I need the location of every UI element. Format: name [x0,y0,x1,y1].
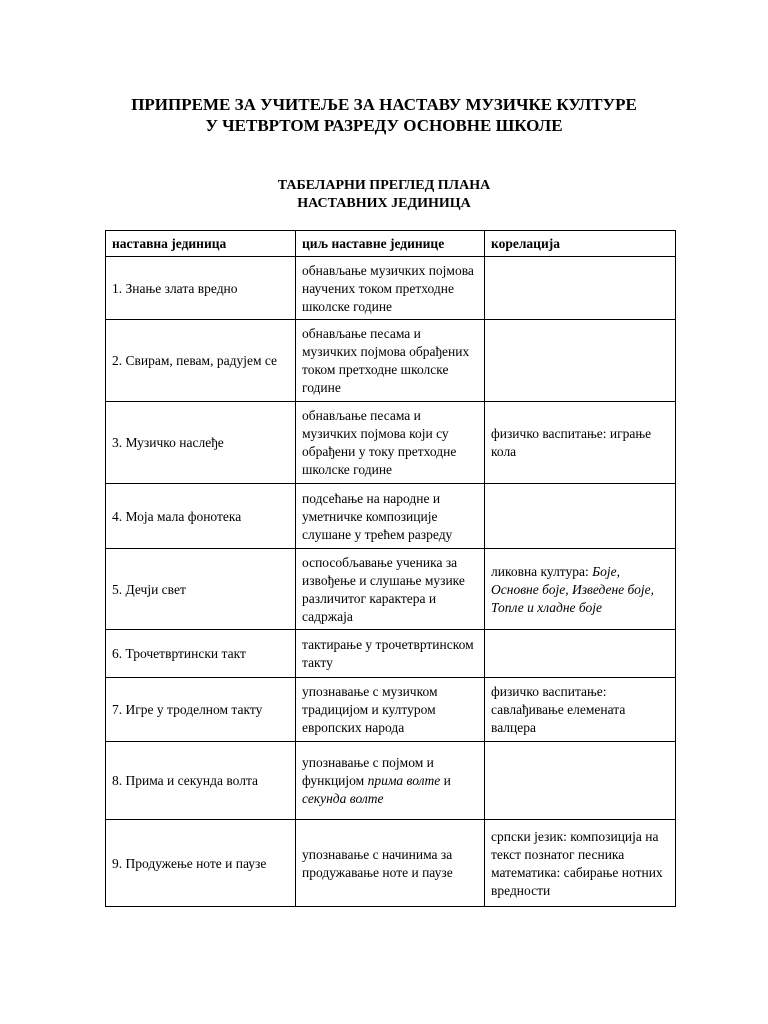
correlation-subject: ликовна култура: [491,563,593,579]
unit-cell: 4. Моја мала фонотека [106,484,296,549]
page-title-line-2: У ЧЕТВРТОМ РАЗРЕДУ ОСНОВНЕ ШКОЛЕ [205,116,563,135]
unit-cell: 2. Свирам, певам, радујем се [106,320,296,402]
header-correlation: корелација [485,231,676,257]
unit-cell: 6. Трочетвртински такт [106,630,296,678]
goal-cell: упознавање с музичком традицијом и културом европских народа [296,678,485,742]
table-row [106,484,676,549]
header-unit: наставна јединица [106,231,296,257]
goal-cell: оспособљавање ученика за извођење и слушање музике различитог карактера и садржаја [296,549,485,630]
correlation-serbian: српски језик: композиција на текст познатог песника [491,828,659,862]
table-row [106,678,676,742]
table-heading-line-2: НАСТАВНИХ ЈЕДИНИЦА [297,196,471,211]
correlation-cell: физичко васпитање: играње кола [485,402,676,484]
unit-cell: 8. Прима и секунда волта [106,742,296,820]
table-row [106,549,676,630]
goal-cell: обнављање музичких појмова научених током претходне школске године [296,257,485,320]
lesson-plan-table [105,230,676,907]
correlation-cell [485,630,676,678]
correlation-cell: физичко васпитање: савлађивање елемената валцера [485,678,676,742]
goal-text-mid: и [440,773,451,788]
correlation-topics: Боје, Основне боје, Изведене боје, Топле и хладне боје [491,563,655,615]
table-row [106,320,676,402]
table-row [106,402,676,484]
unit-cell: 1. Знање злата вредно [106,257,296,320]
goal-cell [296,742,485,820]
table-row [106,630,676,678]
correlation-cell [485,549,676,630]
table-row [106,820,676,907]
goal-cell: тактирање у трочетвртинском такту [296,630,485,678]
unit-cell: 7. Игре у троделном такту [106,678,296,742]
goal-term-prima-volta: прима волте [367,773,441,788]
correlation-cell [485,257,676,320]
correlation-cell [485,484,676,549]
goal-cell: упознавање с начинима за продужавање ноте и паузе [296,820,485,907]
unit-cell: 9. Продужење ноте и паузе [106,820,296,907]
correlation-cell [485,820,676,907]
correlation-math: математика: сабирање нотних вредности [491,864,663,898]
goal-cell: подсећање на народне и уметничке композиције слушане у трећем разреду [296,484,485,549]
correlation-cell [485,320,676,402]
correlation-cell [485,742,676,820]
page-title-line-1: ПРИПРЕМЕ ЗА УЧИТЕЉЕ ЗА НАСТАВУ МУЗИЧКЕ КУЛТУРЕ [131,95,637,114]
table-row [106,742,676,820]
unit-cell: 5. Дечји свет [106,549,296,630]
goal-term-secunda-volta: секунда волте [302,791,384,806]
table-heading [0,177,768,213]
header-goal: циљ наставне јединице [296,231,485,257]
page-title [0,94,768,136]
goal-cell: обнављање песама и музичких појмова обрађених током претходне школске године [296,320,485,402]
table-header-row [106,231,676,257]
table-heading-line-1: ТАБЕЛАРНИ ПРЕГЛЕД ПЛАНА [277,178,491,193]
goal-cell: обнављање песама и музичких појмова који су обрађени у току претходне школске године [296,402,485,484]
goal-text: упознавање с појмом и функцијом [302,755,434,788]
unit-cell: 3. Музичко наслеђе [106,402,296,484]
table-row [106,257,676,320]
